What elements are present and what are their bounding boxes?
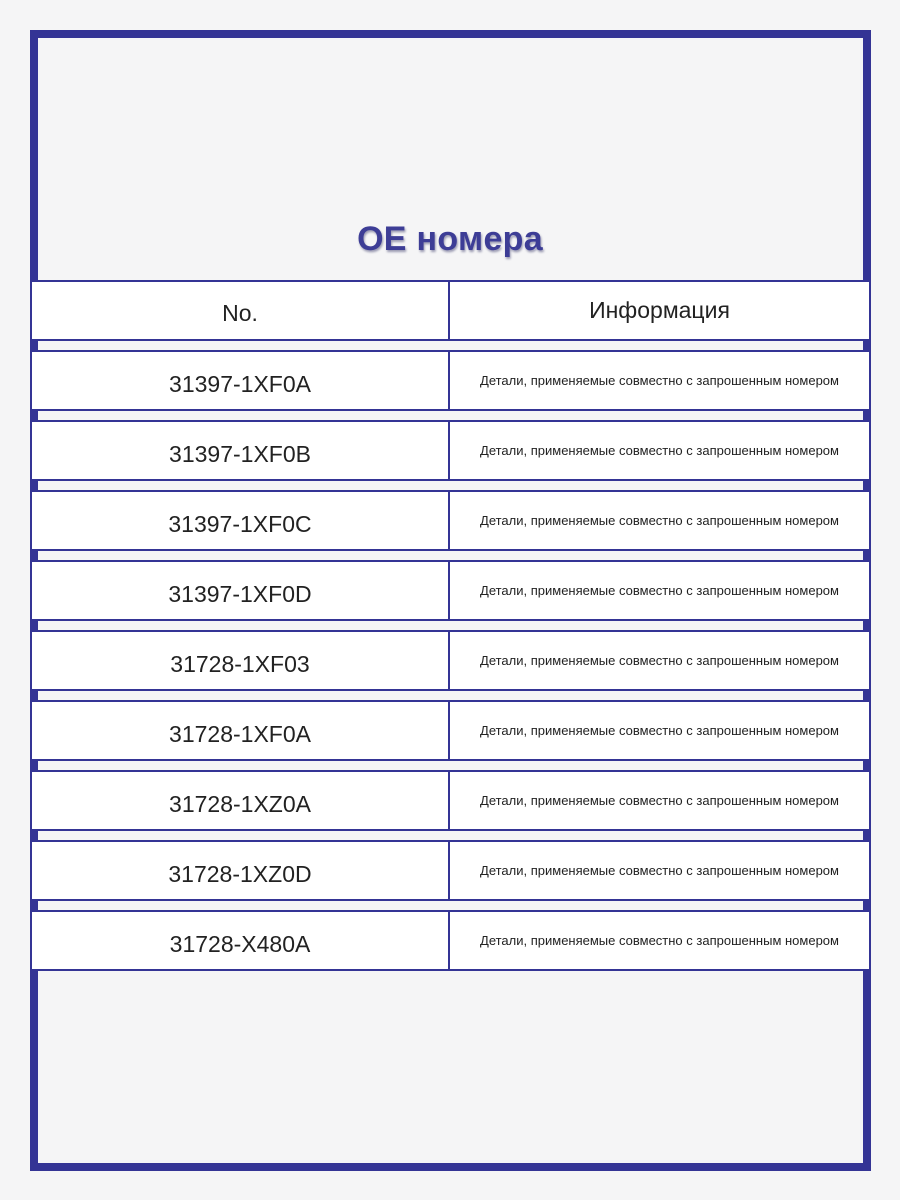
table-row bbox=[30, 910, 871, 971]
part-number: 31728-1XZ0D bbox=[32, 842, 450, 899]
part-number: 31728-X480A bbox=[32, 912, 450, 969]
header-no: No. bbox=[32, 282, 450, 339]
page-title: OE номера bbox=[357, 220, 543, 258]
part-number: 31397-1XF0B bbox=[32, 422, 450, 479]
part-number: 31728-1XF03 bbox=[32, 632, 450, 689]
header-info: Информация bbox=[589, 297, 730, 323]
part-number: 31397-1XF0A bbox=[32, 352, 450, 409]
table-row bbox=[30, 840, 871, 901]
table-header bbox=[30, 280, 871, 341]
part-number: 31397-1XF0D bbox=[32, 562, 450, 619]
table-row bbox=[30, 420, 871, 481]
part-info: Детали, применяемые совместно с запрошенным номером bbox=[480, 513, 839, 528]
part-info: Детали, применяемые совместно с запрошенным номером bbox=[480, 933, 839, 948]
part-info: Детали, применяемые совместно с запрошенным номером bbox=[480, 863, 839, 878]
table-row bbox=[30, 630, 871, 691]
table-row bbox=[30, 350, 871, 411]
part-info: Детали, применяемые совместно с запрошенным номером bbox=[480, 583, 839, 598]
part-number: 31728-1XZ0A bbox=[32, 772, 450, 829]
table-row bbox=[30, 700, 871, 761]
part-info: Детали, применяемые совместно с запрошенным номером bbox=[480, 653, 839, 668]
table-row bbox=[30, 490, 871, 551]
part-info: Детали, применяемые совместно с запрошенным номером bbox=[480, 443, 839, 458]
table-row bbox=[30, 560, 871, 621]
table-row bbox=[30, 770, 871, 831]
part-info: Детали, применяемые совместно с запрошенным номером bbox=[480, 373, 839, 388]
part-number: 31397-1XF0C bbox=[32, 492, 450, 549]
part-info: Детали, применяемые совместно с запрошенным номером bbox=[480, 723, 839, 738]
part-number: 31728-1XF0A bbox=[32, 702, 450, 759]
part-info: Детали, применяемые совместно с запрошенным номером bbox=[480, 793, 839, 808]
